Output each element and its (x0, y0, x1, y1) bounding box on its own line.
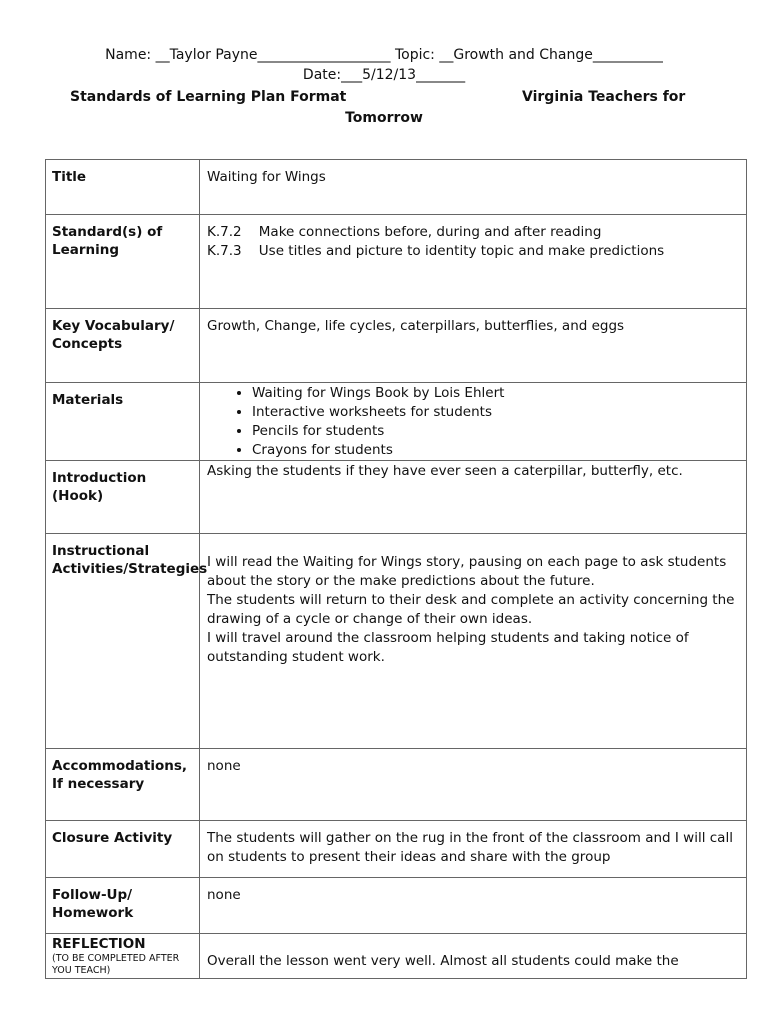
reflection-title: REFLECTION (52, 936, 146, 952)
org-title-continued: Tomorrow (345, 110, 423, 126)
activities-value (200, 534, 747, 749)
reflection-note: (TO BE COMPLETED AFTER YOU TEACH) (52, 953, 180, 976)
list-item: • Interactive worksheets for students (252, 403, 740, 422)
materials-label: Materials (46, 383, 200, 461)
list-item: • Pencils for students (252, 422, 740, 441)
reflection-value: Overall the lesson went very well. Almost all students could make the (200, 934, 747, 979)
accommodations-label-line1: Accommodations, (52, 758, 188, 774)
closure-value: The students will gather on the rug in the front of the classroom and I will call on students to present their ideas and share with the group (200, 821, 747, 878)
list-item: • Crayons for students (252, 441, 740, 460)
row-introduction (46, 461, 747, 534)
standards-label: Standard(s) of Learning (46, 215, 200, 309)
name-topic-line: Name: __Taylor Payne___________________ Topic: __Growth and Change__________ (105, 47, 663, 63)
title-value: Waiting for Wings (200, 160, 747, 215)
activity-paragraph: The students will return to their desk and complete an activity concerning the drawing of a cycle or change of their own ideas. (207, 592, 735, 627)
title-label: Title (46, 160, 200, 215)
date-line: Date:___5/12/13_______ (302, 67, 466, 83)
row-title (46, 160, 747, 215)
accommodations-value: none (200, 749, 747, 821)
introduction-label: Introduction (Hook) (46, 461, 200, 534)
reflection-label (46, 934, 200, 979)
vocabulary-value: Growth, Change, life cycles, caterpillars, butterflies, and eggs (200, 309, 747, 383)
activity-paragraph: I will read the Waiting for Wings story, pausing on each page to ask students about the story or the make predictions about the future. (207, 554, 727, 589)
standard-k72: K.7.2 Make connections before, during and after reading (207, 224, 602, 240)
closure-label: Closure Activity (46, 821, 200, 878)
accommodations-label (46, 749, 200, 821)
followup-label: Follow-Up/ Homework (46, 878, 200, 934)
followup-value: none (200, 878, 747, 934)
format-title: Standards of Learning Plan Format (70, 89, 347, 105)
activities-label: Instructional Activities/Strategies (46, 534, 200, 749)
row-standards (46, 215, 747, 309)
accommodations-label-line2: If necessary (52, 776, 145, 792)
vocabulary-label: Key Vocabulary/ Concepts (46, 309, 200, 383)
materials-list (207, 384, 740, 460)
list-item: • Waiting for Wings Book by Lois Ehlert (252, 384, 740, 403)
lesson-plan-table (45, 159, 747, 979)
org-title: Virginia Teachers for (522, 89, 686, 105)
row-reflection (46, 934, 747, 979)
standards-value (200, 215, 747, 309)
row-vocabulary (46, 309, 747, 383)
introduction-value: Asking the students if they have ever seen a caterpillar, butterfly, etc. (200, 461, 747, 534)
activity-paragraph: I will travel around the classroom helping students and taking notice of outstanding student work. (207, 630, 689, 665)
row-activities (46, 534, 747, 749)
row-followup (46, 878, 747, 934)
row-closure (46, 821, 747, 878)
materials-value (200, 383, 747, 461)
row-accommodations (46, 749, 747, 821)
row-materials (46, 383, 747, 461)
standard-k73: K.7.3 Use titles and picture to identity topic and make predictions (207, 243, 665, 259)
